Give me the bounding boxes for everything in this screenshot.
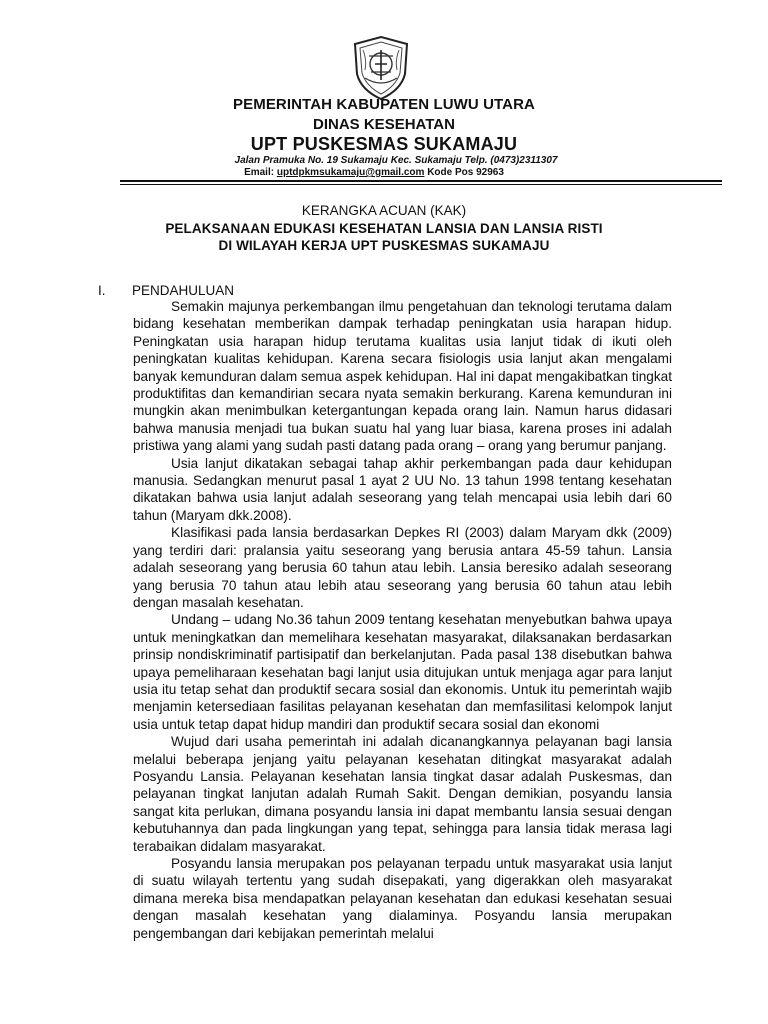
header-divider-thick	[120, 180, 722, 182]
header-address: Jalan Pramuka No. 19 Sukamaju Kec. Sukamaju Telp. (0473)2311307	[234, 155, 558, 166]
section-body	[133, 298, 672, 942]
document-title: KERANGKA ACUAN (KAK)	[301, 203, 467, 218]
email-label: Email:	[244, 167, 275, 178]
paragraph: Undang – udang No.36 tahun 2009 tentang kesehatan menyebutkan bahwa upaya untuk meningkatkan dan memelihara kesehatan masyarakat, dilaksanakan berdasarkan prinsip nondiskriminatif partisipatif dan berkelanjutan. Pada pasal 138 disebutkan bahwa upaya pemeliharaan kesehatan bagi lanjut usia ditujukan untuk menjaga agar para lanjut usia itu tetap sehat dan produktif secara sosial dan ekonomis. Untuk itu pemerintah wajib menjamin ketersediaan fasilitas pelayanan kesehatan dan memfasilitasi kelompok lanjut usia untuk tetap dapat hidup mandiri dan produktif secara sosial dan ekonomi	[133, 612, 672, 732]
header-contact	[0, 167, 758, 178]
section-number: I.	[98, 283, 106, 298]
paragraph: Klasifikasi pada lansia berdasarkan Depkes RI (2003) dalam Maryam dkk (2009) yang terdiri dari: pralansia yaitu seseorang yang berusia antara 45-59 tahun. Lansia adalah seseorang yang berusia 60 tahun atau lebih. Lansia beresiko adalah seseorang yang berusia 70 tahun atau lebih atau seseorang yang berusia 60 tahun atau lebih dengan masalah kesehatan.	[133, 525, 672, 610]
email-link[interactable]: uptdpkmsukamaju@gmail.com	[276, 167, 425, 178]
section-heading	[98, 283, 234, 298]
header-department-name: DINAS KESEHATAN	[313, 116, 455, 133]
paragraph: Wujud dari usaha pemerintah ini adalah dicanangkannya pelayanan bagi lansia melalui beberapa jenjang yaitu pelayanan kesehatan ditingkat masyarakat adalah Posyandu Lansia. Pelayanan kesehatan lansia tingkat dasar adalah Puskesmas, dan pelayanan tingkat lanjutan adalah Rumah Sakit. Dengan demikian, posyandu lansia sangat kita perlukan, dimana posyandu lansia ini dapat membantu lansia sesuai dengan kebutuhannya dan pada lingkungan yang tepat, sehingga para lansia tidak merasa lagi terabaikan didalam masyarakat.	[133, 734, 672, 854]
header-divider-thin	[120, 184, 722, 185]
header-unit-name: UPT PUSKESMAS SUKAMAJU	[250, 134, 518, 154]
regency-emblem-icon	[347, 34, 415, 102]
paragraph: Posyandu lansia merupakan pos pelayanan terpadu untuk masyarakat usia lanjut di suatu wilayah tertentu yang sudah disepakati, yang digerakkan oleh masyarakat dimana mereka bisa mendapatkan pelayanan kesehatan dan edukasi kesehatan sesuai dengan masalah kesehatan yang dialaminya. Posyandu lansia merupakan pengembangan dari kebijakan pemerintah melalui	[133, 856, 672, 941]
section-title: PENDAHULUAN	[132, 283, 235, 298]
document-subtitle-line2: DI WILAYAH KERJA UPT PUSKESMAS SUKAMAJU	[218, 238, 550, 253]
paragraph: Semakin majunya perkembangan ilmu pengetahuan dan teknologi terutama dalam bidang kesehatan memberikan dampak terhadap peningkatan usia harapan hidup. Peningkatan usia harapan hidup terutama kualitas usia lanjut tidak di ikuti oleh peningkatan kualitas kehidupan. Karena secara fisiologis usia lanjut akan mengalami banyak kemunduran dalam semua aspek kehidupan. Hal ini dapat mengakibatkan tingkat produktifitas dan kemandirian secara nyata semakin berkurang. Karena kemunduran ini mungkin akan menimbulkan ketergantungan kepada orang lain. Namun harus didasari bahwa manusia menjadi tua bukan suatu hal yang luar biasa, karena proses ini adalah pristiwa yang alami yang sudah pasti datang pada orang – orang yang berumur panjang.	[133, 299, 672, 454]
document-subtitle-line1: PELAKSANAAN EDUKASI KESEHATAN LANSIA DAN LANSIA RISTI	[165, 221, 603, 236]
paragraph: Usia lanjut dikatakan sebagai tahap akhir perkembangan pada daur kehidupan manusia. Sedangkan menurut pasal 1 ayat 2 UU No. 13 tahun 1998 tentang kesehatan dikatakan bahwa usia lanjut adalah seseorang yang telah mencapai usia lebih dari 60 tahun (Maryam dkk.2008).	[133, 455, 672, 523]
postal-code: Kode Pos 92963	[427, 167, 504, 178]
header-government-name: PEMERINTAH KABUPATEN LUWU UTARA	[233, 96, 535, 113]
